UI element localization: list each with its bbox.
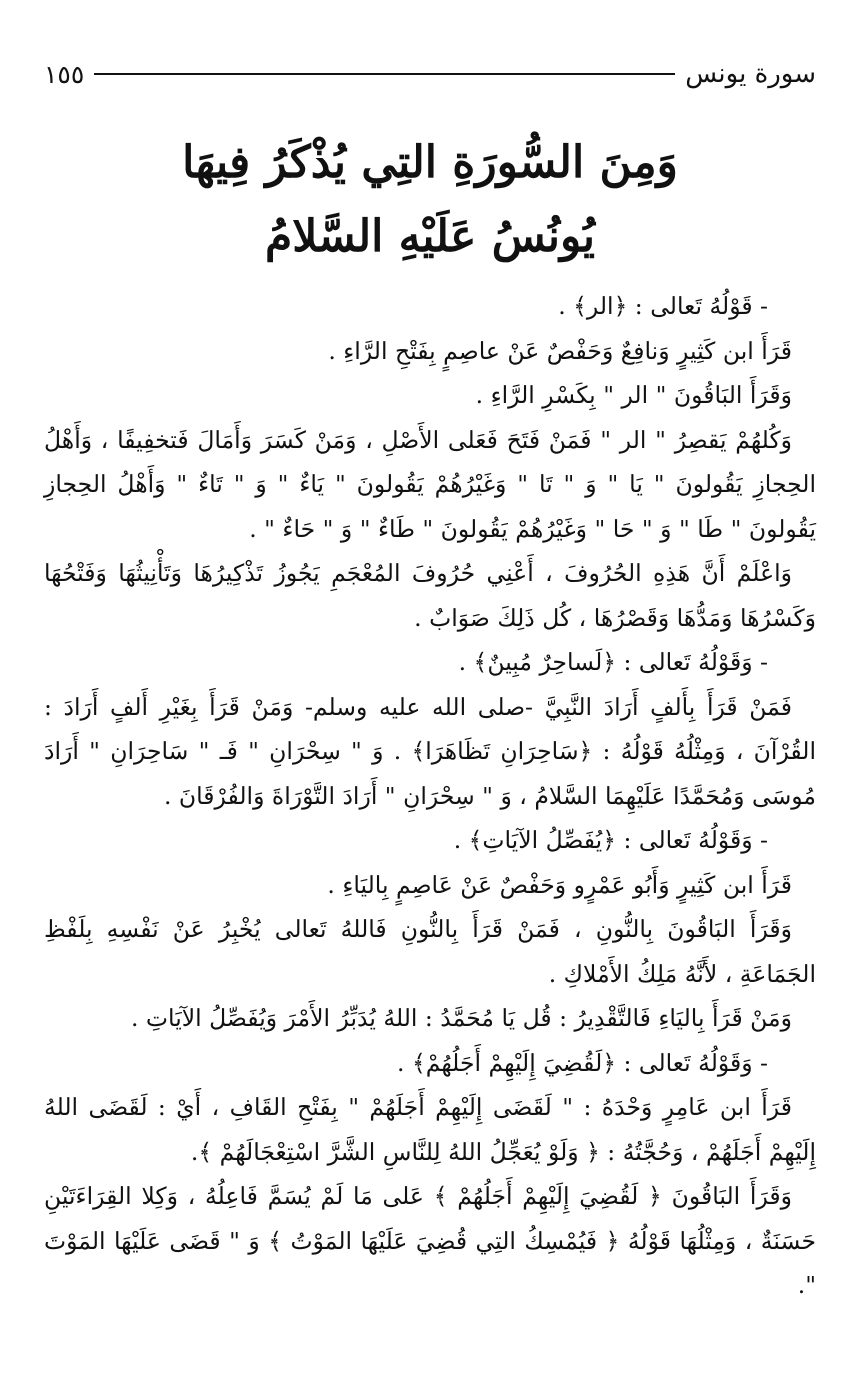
verse-heading: - وَقَوْلُهُ تَعالى : ﴿يُفَصِّلُ الآيَاتِ﴾ . [453, 826, 768, 854]
paragraph: وَكُلهُمْ يَقصِرُ " الر " فَمَنْ فَتَحَ فَعَلى الأَصْلِ ، وَمَنْ كَسَرَ وَأَمَالَ فَتخفِيفًا ، وَأَهْلُ الحِجازِ يَقُولونَ " يَا " وَ " تَا " وَغَيْرُهُمْ يَقُولونَ " يَاءٌ " وَ " تَاءٌ " وَأَهْلُ الحِجازِ يَقُولونَ " طَا " وَ " حَا " وَغَيْرُهُمْ يَقُولونَ " طَاءٌ " وَ " حَاءٌ " . [44, 425, 816, 543]
running-header [44, 50, 816, 98]
paragraph: قَرَأَ ابن كَثِيرٍ وَأَبُو عَمْرٍو وَحَفْصٌ عَنْ عَاصِمٍ بِاليَاءِ . [327, 870, 792, 899]
header-rule [94, 73, 675, 75]
verse-heading: - وَقَوْلُهُ تَعالى : ﴿لَساحِرٌ مُبِينٌ﴾ . [458, 648, 768, 676]
page-number: ١٥٥ [44, 59, 85, 89]
book-page [44, 50, 816, 1308]
chapter-title-line-1: وَمِنَ السُّورَةِ التِي يُذْكَرُ فِيهَا [182, 137, 678, 188]
paragraph: فَمَنْ قَرَأَ بِأَلفٍ أَرَادَ النَّبِيَّ -صلى الله عليه وسلم- وَمَنْ قَرَأَ بِغَيْرِ أَلفٍ أَرَادَ : القُرْآنَ ، وَمِثْلُهُ قَوْلُهُ : ﴿سَاحِرَانِ تَظَاهَرَا﴾ . وَ " سِحْرَانِ " فَـ " سَاحِرَانِ " أَرَادَ مُوسَى وَمُحَمَّدًا عَلَيْهِمَا السَّلامُ ، وَ " سِحْرَانِ " أَرَادَ التَّوْرَاةَ وَالفُرْقَانَ . [44, 692, 816, 810]
paragraph: وَمَنْ قَرَأَ بِاليَاءِ فَالتَّقْدِيرُ : قُل يَا مُحَمَّدُ : اللهُ يُدَبِّرُ الأَمْرَ وَيُفَصِّلُ الآيَاتِ . [130, 1004, 792, 1032]
chapter-title-line-2: يُونُسُ عَلَيْهِ السَّلامُ [264, 211, 596, 262]
paragraph: وَقَرَأَ البَاقُونَ بِالنُّونِ ، فَمَنْ قَرَأَ بِالنُّونِ فَاللهُ تَعالى يُخْبِرُ عَنْ نَفْسِهِ بِلَفْظِ الجَمَاعَةِ ، لأَنَّهُ مَلِكُ الأَمْلاكِ . [44, 915, 816, 988]
surah-name: سورة يونس [685, 59, 816, 89]
paragraph: وَقَرَأَ البَاقُونَ ﴿ لَقُضِيَ إِلَيْهِمْ أَجَلُهُمْ ﴾ عَلى مَا لَمْ يُسَمَّ فَاعِلُهُ ، وَكِلا القِرَاءَتَيْنِ حَسَنَةٌ ، وَمِثْلُهَا قَوْلُهُ ﴿ فَيُمْسِكُ التِي قُضِيَ عَلَيْهَا المَوْتُ ﴾ وَ " قَضَى عَلَيْهَا المَوْتَ ". [44, 1182, 816, 1299]
paragraph: وَقَرَأَ البَاقُونَ " الر " بِكَسْرِ الرَّاءِ . [475, 381, 792, 409]
chapter-title [44, 126, 816, 274]
paragraph: قَرَأَ ابن عَامِرٍ وَحْدَهُ : " لَقَضَى إِلَيْهِمْ أَجَلَهُمْ " بِفَتْحِ القَافِ ، أَيْ : لَقَضَى اللهُ إِلَيْهِمْ أَجَلَهُمْ ، وَحُجَّتُهُ : ﴿ وَلَوْ يُعَجِّلُ اللهُ لِلنَّاسِ الشَّرَّ اسْتِعْجَالَهُمْ ﴾. [44, 1093, 816, 1166]
body-text [44, 284, 816, 1308]
paragraph: وَاعْلَمْ أَنَّ هَذِهِ الحُرُوفَ ، أَعْنِي حُرُوفَ المُعْجَمِ يَجُوزُ تَذْكِيرُهَا وَتَأْنِيثُهَا وَفَتْحُهَا وَكَسْرُهَا وَمَدُّهَا وَقَصْرُهَا ، كُل ذَلِكَ صَوَابٌ . [44, 559, 816, 632]
verse-heading: - وَقَوْلُهُ تَعالى : ﴿لَقُضِيَ إِلَيْهِمْ أَجَلُهُمْ﴾ . [397, 1048, 768, 1077]
verse-heading: - قَوْلُهُ تَعالى : ﴿الر﴾ . [558, 292, 768, 320]
paragraph: قَرَأَ ابن كَثِيرٍ وَنافِعٌ وَحَفْصٌ عَنْ عاصِمٍ بِفَتْحِ الرَّاءِ . [328, 336, 792, 365]
